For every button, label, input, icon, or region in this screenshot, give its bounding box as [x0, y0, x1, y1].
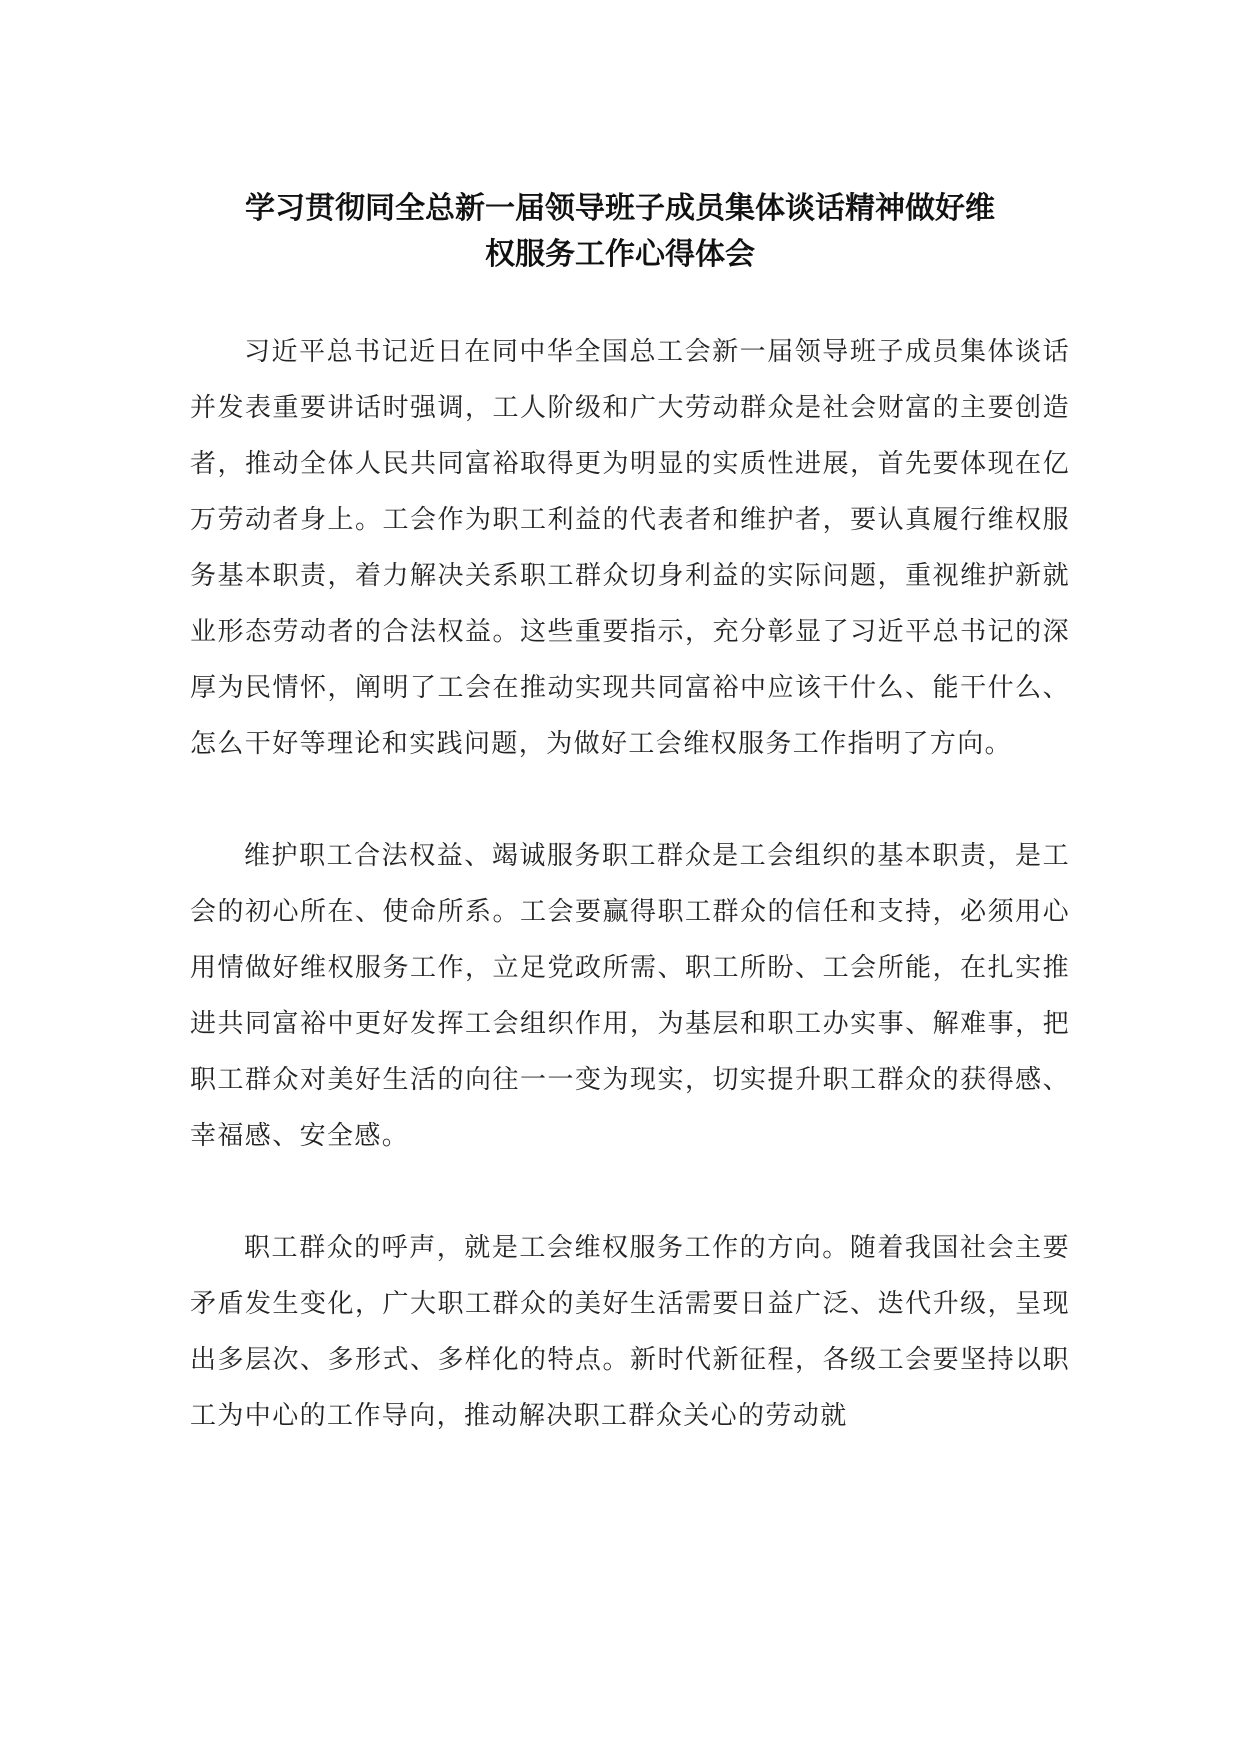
- paragraph-3: 职工群众的呼声，就是工会维权服务工作的方向。随着我国社会主要矛盾发生变化，广大职工群众的美好生活需要日益广泛、迭代升级，呈现出多层次、多形式、多样化的特点。新时代新征程，各级工会要坚持以职工为中心的工作导向，推动解决职工群众关心的劳动就: [190, 1233, 1070, 1431]
- title-line-2: 权服务工作心得体会: [485, 237, 755, 272]
- document-title: [150, 186, 1090, 278]
- title-line-1: 学习贯彻同全总新一届领导班子成员集体谈话精神做好维: [245, 191, 995, 226]
- paragraph-2: 维护职工合法权益、竭诚服务职工群众是工会组织的基本职责，是工会的初心所在、使命所系。工会要赢得职工群众的信任和支持，必须用心用情做好维权服务工作，立足党政所需、职工所盼、工会所能，在扎实推进共同富裕中更好发挥工会组织作用，为基层和职工办实事、解难事，把职工群众对美好生活的向往一一变为现实，切实提升职工群众的获得感、幸福感、安全感。: [190, 841, 1070, 1151]
- paragraph-1: 习近平总书记近日在同中华全国总工会新一届领导班子成员集体谈话并发表重要讲话时强调，工人阶级和广大劳动群众是社会财富的主要创造者，推动全体人民共同富裕取得更为明显的实质性进展，首先要体现在亿万劳动者身上。工会作为职工利益的代表者和维护者，要认真履行维权服务基本职责，着力解决关系职工群众切身利益的实际问题，重视维护新就业形态劳动者的合法权益。这些重要指示，充分彰显了习近平总书记的深厚为民情怀，阐明了工会在推动实现共同富裕中应该干什么、能干什么、怎么干好等理论和实践问题，为做好工会维权服务工作指明了方向。: [190, 337, 1070, 759]
- document-body: [190, 324, 1070, 1500]
